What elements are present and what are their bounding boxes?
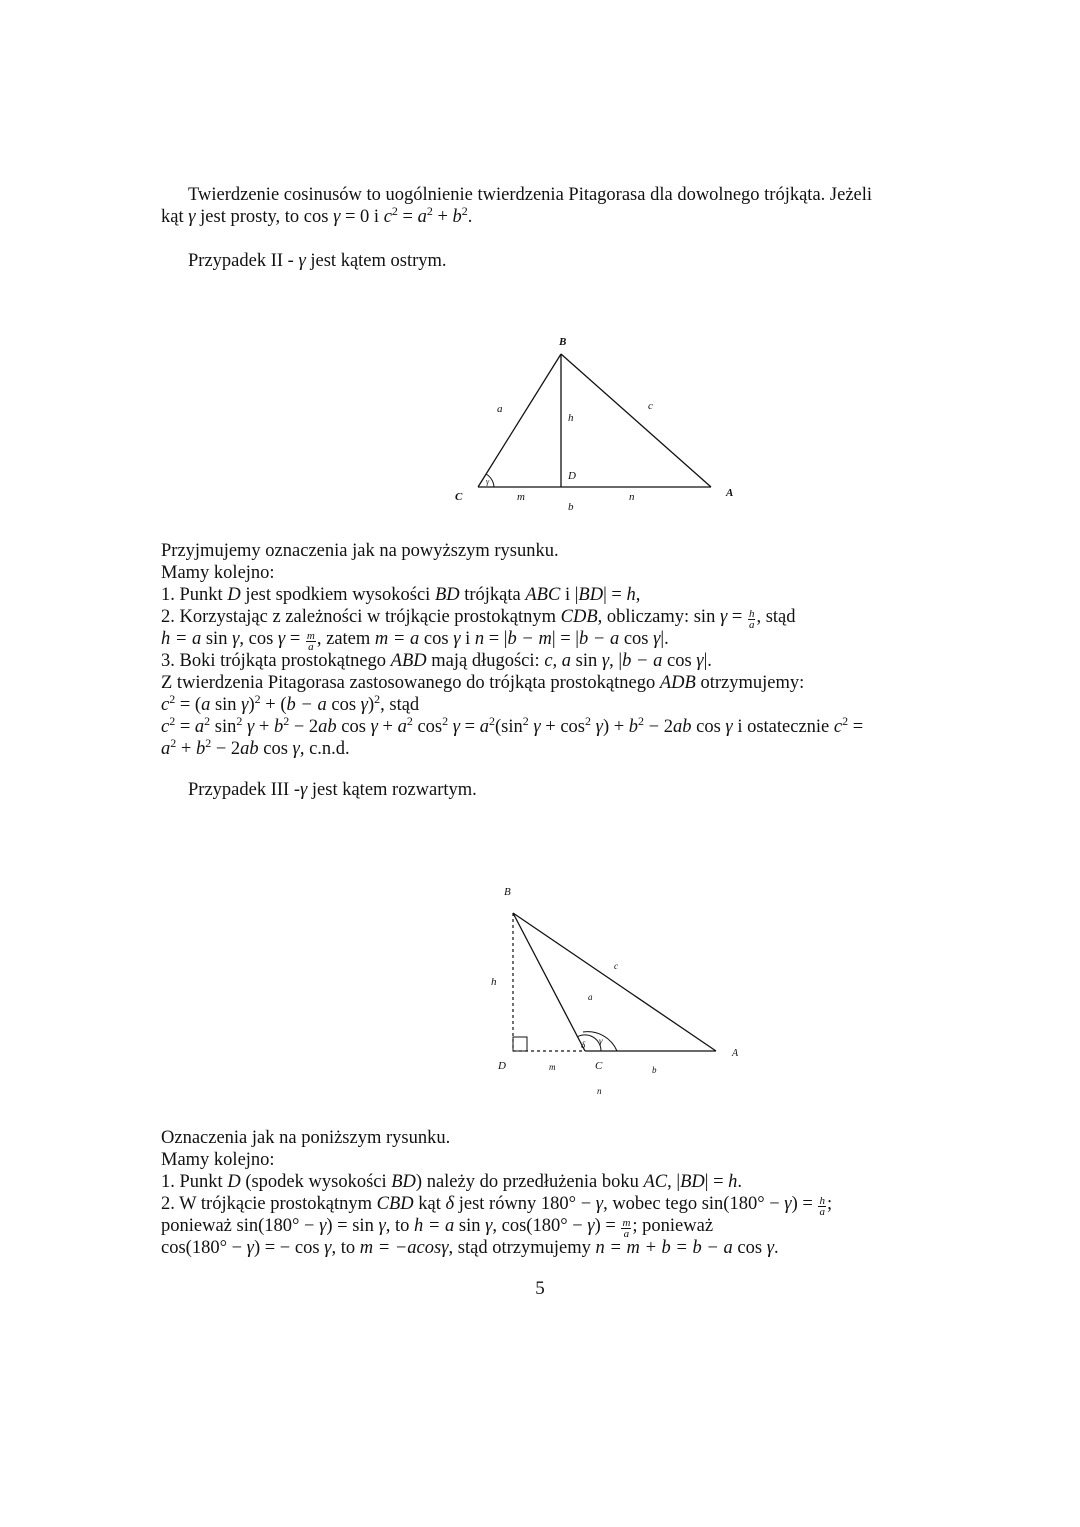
label-b: b xyxy=(568,501,574,513)
label-D: D xyxy=(568,470,576,482)
label-n: n xyxy=(597,1086,602,1096)
case3-line-5: ponieważ sin(180° − γ) = sin γ, to h = a sin γ, cos(180° − γ) = $\frac{m}{a}$ ; ponieważ xyxy=(161,1216,714,1240)
side-c-line xyxy=(513,913,716,1051)
page-number: 5 xyxy=(535,1278,545,1299)
label-n: n xyxy=(629,491,635,503)
case3-line-1: Oznaczenia jak na poniższym rysunku. xyxy=(161,1128,451,1148)
right-angle-mark xyxy=(513,1037,527,1051)
intro-line-1: Twierdzenie cosinusów to uogólnienie twierdzenia Pitagorasa dla dowolnego trójkąta. Jeżeli xyxy=(188,185,873,205)
label-A: A xyxy=(726,487,734,499)
case2-line-4: 2. Korzystając z zależności w trójkącie prostokątnym CDB, obliczamy: sin γ = $\frac{h}{a}$ , stąd xyxy=(161,607,796,631)
label-c: c xyxy=(648,400,653,412)
fraction-m-over-a: $\frac{m}{a}$ xyxy=(306,630,315,653)
label-gamma: γ xyxy=(599,1036,603,1046)
case2-title: Przypadek II - γ jest kątem ostrym. xyxy=(188,251,447,271)
label-h: h xyxy=(491,976,497,988)
label-B: B xyxy=(504,886,511,898)
case2-line-5: h = a sin γ, cos γ = $\frac{m}{a}$ , zatem m = a cos γ i n = |b − m| = |b − a cos γ|. xyxy=(161,629,669,653)
case2-line-8: $c^2 = (a$ sin γ)$^2$ + (b − a cos γ)$^2$, stąd xyxy=(161,692,420,715)
label-m: m xyxy=(549,1062,556,1072)
case3-line-3: 1. Punkt D (spodek wysokości BD) należy do przedłużenia boku AC, |BD| = h. xyxy=(161,1172,743,1192)
label-a: a xyxy=(588,992,593,1002)
label-h: h xyxy=(568,412,574,424)
case2-line-7: Z twierdzenia Pitagorasa zastosowanego do trójkąta prostokątnego ADB otrzymujemy: xyxy=(161,673,805,693)
case2-line-10: $a^2 + b^2 - 2ab$ cos γ, c.n.d. xyxy=(161,736,350,759)
case3-line-4: 2. W trójkącie prostokątnym CBD kąt δ jest równy 180° − γ, wobec tego sin(180° − γ) = $\frac{h}{a}$ ; xyxy=(161,1194,833,1218)
label-D: D xyxy=(498,1060,506,1072)
label-C: C xyxy=(595,1060,603,1072)
label-c: c xyxy=(614,961,618,971)
label-A: A xyxy=(732,1048,739,1059)
case3-line-6: cos(180° − γ) = − cos γ, to m = −acosγ, stąd otrzymujemy n = m + b = b − a cos γ. xyxy=(161,1238,779,1258)
label-C: C xyxy=(455,491,463,503)
side-a-line xyxy=(478,354,561,487)
case2-line-1: Przyjmujemy oznaczenia jak na powyższym rysunku. xyxy=(161,541,559,561)
fraction-h-over-a: $\frac{h}{a}$ xyxy=(748,608,755,631)
label-delta: δ xyxy=(581,1040,586,1050)
obtuse-triangle-figure xyxy=(480,880,760,1100)
case2-line-9: $c^2 = a^2$ $\sin^2 \gamma + b^2 - 2ab$ $\cos \gamma + a^2$ $\cos^2 \gamma = a^2(\sin^2$ $\gamma + \cos^2 \gamma) + b^2 - 2ab$ cos γ i ostatecznie $c^2$ = xyxy=(161,714,864,737)
side-c-line xyxy=(561,354,711,487)
label-a: a xyxy=(497,403,503,415)
label-b: b xyxy=(652,1065,657,1075)
fraction-m-over-a: $\frac{m}{a}$ xyxy=(622,1217,631,1240)
case2-line-2: Mamy kolejno: xyxy=(161,563,275,583)
fraction-h-over-a: $\frac{h}{a}$ xyxy=(819,1195,825,1218)
intro-line-2: kąt γ jest prosty, to cos γ = 0 i $c^2 = a^2 + b^2$. xyxy=(161,204,473,227)
case2-line-3: 1. Punkt D jest spodkiem wysokości BD trójkąta ABC i |BD| = h, xyxy=(161,585,641,605)
label-m: m xyxy=(517,491,525,503)
case2-line-6: 3. Boki trójkąta prostokątnego ABD mają długości: c, a sin γ, |b − a cos γ|. xyxy=(161,651,712,671)
label-gamma: γ xyxy=(486,477,490,486)
label-B: B xyxy=(559,336,567,348)
case3-line-2: Mamy kolejno: xyxy=(161,1150,275,1170)
case3-title: Przypadek III -γ jest kątem rozwartym. xyxy=(188,780,477,800)
acute-triangle-figure xyxy=(440,330,760,520)
side-a-line xyxy=(513,913,585,1051)
